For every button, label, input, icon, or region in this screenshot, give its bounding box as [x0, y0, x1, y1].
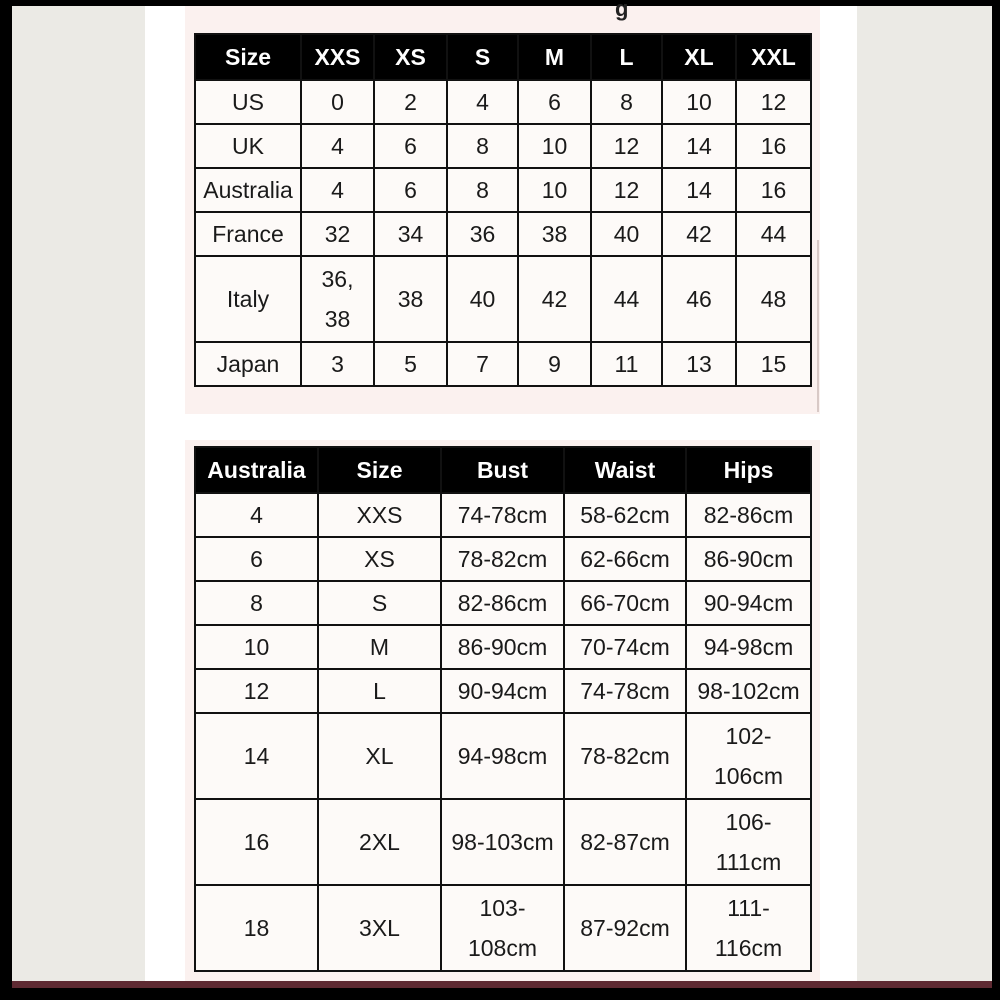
table-cell: 74-78cm: [564, 669, 686, 713]
row-label-cell: Australia: [195, 168, 301, 212]
table-row: [195, 581, 811, 625]
table-row: [195, 799, 811, 885]
table-cell: 82-86cm: [441, 581, 564, 625]
table-cell: 82-86cm: [686, 493, 811, 537]
table-cell: 0: [301, 80, 374, 124]
table-cell: 46: [662, 256, 736, 342]
table-cell: 6: [374, 124, 447, 168]
row-label-cell: UK: [195, 124, 301, 168]
table-row: [195, 625, 811, 669]
table-cell: 12: [736, 80, 811, 124]
table-cell: 58-62cm: [564, 493, 686, 537]
row-label-cell: France: [195, 212, 301, 256]
table-cell: 36, 38: [301, 256, 374, 342]
table-cell: 4: [301, 124, 374, 168]
table-cell: 106- 111cm: [686, 799, 811, 885]
row-label-cell: 6: [195, 537, 318, 581]
table-row: [195, 885, 811, 971]
conversion-body: [195, 80, 811, 386]
table-cell: 3XL: [318, 885, 441, 971]
size-conversion-table: [194, 33, 812, 387]
table-row: [195, 669, 811, 713]
table-row: [195, 713, 811, 799]
header-size: Size: [318, 447, 441, 493]
header-xl: XL: [662, 34, 736, 80]
header-size: Size: [195, 34, 301, 80]
table-cell: 5: [374, 342, 447, 386]
table-cell: XL: [318, 713, 441, 799]
table-cell: 13: [662, 342, 736, 386]
table-cell: 8: [591, 80, 662, 124]
table-cell: 4: [301, 168, 374, 212]
table-cell: 94-98cm: [686, 625, 811, 669]
table-cell: 62-66cm: [564, 537, 686, 581]
table-cell: 48: [736, 256, 811, 342]
table-row: [195, 80, 811, 124]
table-cell: 8: [447, 168, 518, 212]
row-label-cell: 4: [195, 493, 318, 537]
bottom-accent-bar: [12, 981, 992, 988]
table-cell: 98-102cm: [686, 669, 811, 713]
table-cell: 3: [301, 342, 374, 386]
table-cell: 14: [662, 168, 736, 212]
table-cell: 16: [736, 124, 811, 168]
table-cell: 10: [518, 124, 591, 168]
table-cell: 12: [591, 168, 662, 212]
table-cell: 42: [662, 212, 736, 256]
table-cell: 70-74cm: [564, 625, 686, 669]
header-waist: Waist: [564, 447, 686, 493]
header-l: L: [591, 34, 662, 80]
header-xs: XS: [374, 34, 447, 80]
table-row: [195, 124, 811, 168]
table-cell: 40: [591, 212, 662, 256]
table-cell: 86-90cm: [686, 537, 811, 581]
table-cell: 42: [518, 256, 591, 342]
header-hips: Hips: [686, 447, 811, 493]
table-cell: 90-94cm: [686, 581, 811, 625]
table-cell: 82-87cm: [564, 799, 686, 885]
row-label-cell: US: [195, 80, 301, 124]
table-cell: 36: [447, 212, 518, 256]
row-label-cell: 18: [195, 885, 318, 971]
row-label-cell: Japan: [195, 342, 301, 386]
row-label-cell: 8: [195, 581, 318, 625]
table-cell: 38: [518, 212, 591, 256]
table-row: [195, 342, 811, 386]
table-row: [195, 256, 811, 342]
table-cell: 4: [447, 80, 518, 124]
table-cell: 8: [447, 124, 518, 168]
table-row: [195, 537, 811, 581]
table-cell: 74-78cm: [441, 493, 564, 537]
table-cell: XXS: [318, 493, 441, 537]
row-label-cell: 14: [195, 713, 318, 799]
table-row: [195, 168, 811, 212]
table-cell: 34: [374, 212, 447, 256]
measurement-header-row: [195, 447, 811, 493]
table-row: [195, 493, 811, 537]
header-s: S: [447, 34, 518, 80]
table-cell: 32: [301, 212, 374, 256]
table-cell: 102- 106cm: [686, 713, 811, 799]
table-cell: 10: [518, 168, 591, 212]
table-cell: 44: [736, 212, 811, 256]
measurement-body: [195, 493, 811, 971]
table-cell: 86-90cm: [441, 625, 564, 669]
table-cell: 40: [447, 256, 518, 342]
conversion-header-row: [195, 34, 811, 80]
table-cell: 6: [518, 80, 591, 124]
table-cell: 7: [447, 342, 518, 386]
table-cell: L: [318, 669, 441, 713]
header-m: M: [518, 34, 591, 80]
table-cell: XS: [318, 537, 441, 581]
header-australia: Australia: [195, 447, 318, 493]
row-label-cell: 10: [195, 625, 318, 669]
table-cell: 2XL: [318, 799, 441, 885]
table-cell: 2: [374, 80, 447, 124]
table-cell: 103- 108cm: [441, 885, 564, 971]
table-cell: 78-82cm: [441, 537, 564, 581]
table-cell: 38: [374, 256, 447, 342]
row-label-cell: Italy: [195, 256, 301, 342]
cropped-title-fragment: g: [615, 0, 630, 21]
table-cell: 44: [591, 256, 662, 342]
table-cell: S: [318, 581, 441, 625]
table-cell: 10: [662, 80, 736, 124]
panel-edge-divider: [817, 240, 819, 412]
table-cell: 98-103cm: [441, 799, 564, 885]
table-cell: 12: [591, 124, 662, 168]
table-cell: 111- 116cm: [686, 885, 811, 971]
table-cell: 6: [374, 168, 447, 212]
table-cell: 90-94cm: [441, 669, 564, 713]
table-cell: 14: [662, 124, 736, 168]
table-cell: 66-70cm: [564, 581, 686, 625]
table-cell: 9: [518, 342, 591, 386]
row-label-cell: 12: [195, 669, 318, 713]
table-cell: 11: [591, 342, 662, 386]
table-cell: 15: [736, 342, 811, 386]
row-label-cell: 16: [195, 799, 318, 885]
table-cell: 94-98cm: [441, 713, 564, 799]
table-cell: M: [318, 625, 441, 669]
header-xxl: XXL: [736, 34, 811, 80]
table-cell: 87-92cm: [564, 885, 686, 971]
table-row: [195, 212, 811, 256]
table-cell: 16: [736, 168, 811, 212]
body-measurement-table: [194, 446, 812, 972]
table-cell: 78-82cm: [564, 713, 686, 799]
header-bust: Bust: [441, 447, 564, 493]
header-xxs: XXS: [301, 34, 374, 80]
